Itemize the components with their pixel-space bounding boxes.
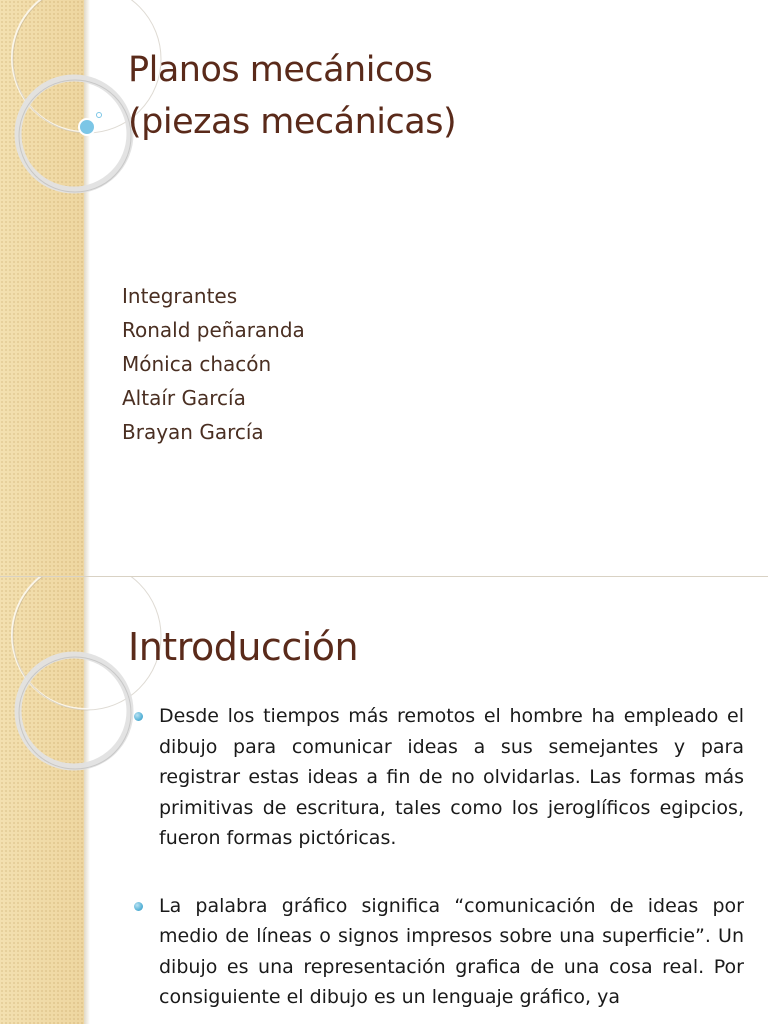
member-item: Altaír García (122, 386, 246, 410)
bullet-text: Desde los tiempos más remotos el hombre ha empleado el dibujo para comunicar ideas a sus semejantes y para registrar estas ideas a fin de no olvidarlas. Las formas más primitivas de escritura, tales como los jeroglíficos egipcios, fueron formas pictóricas. (159, 705, 744, 849)
bullet-text: La palabra gráfico significa “comunicación de ideas por medio de líneas o signos impresos sobre una superficie”. Un dibujo es una representación grafica de una cosa real. Por consiguiente el dibujo es un lenguaje gráfico, ya (159, 894, 744, 1008)
slide-heading: Introducción (128, 625, 359, 669)
members-list (122, 279, 305, 449)
title-line-1: Planos mecánicos (128, 50, 433, 90)
members-heading: Integrantes (122, 284, 238, 308)
member-item: Mónica chacón (122, 352, 272, 376)
side-band-shadow (84, 577, 90, 1024)
side-band-shadow (84, 0, 90, 576)
member-item: Brayan García (122, 420, 264, 444)
slide-introduction (0, 577, 768, 1024)
title-line-2: (piezas mecánicas) (128, 102, 457, 142)
bullet-item (132, 701, 744, 854)
member-item: Ronald peñaranda (122, 318, 305, 342)
bullet-dot-icon (134, 712, 143, 721)
bullet-dot-icon (134, 902, 143, 911)
bullet-item (132, 891, 744, 1013)
decorative-side-band (0, 0, 84, 576)
bullet-list (132, 701, 744, 1024)
presentation-title (128, 44, 456, 148)
decorative-side-band (0, 577, 84, 1024)
